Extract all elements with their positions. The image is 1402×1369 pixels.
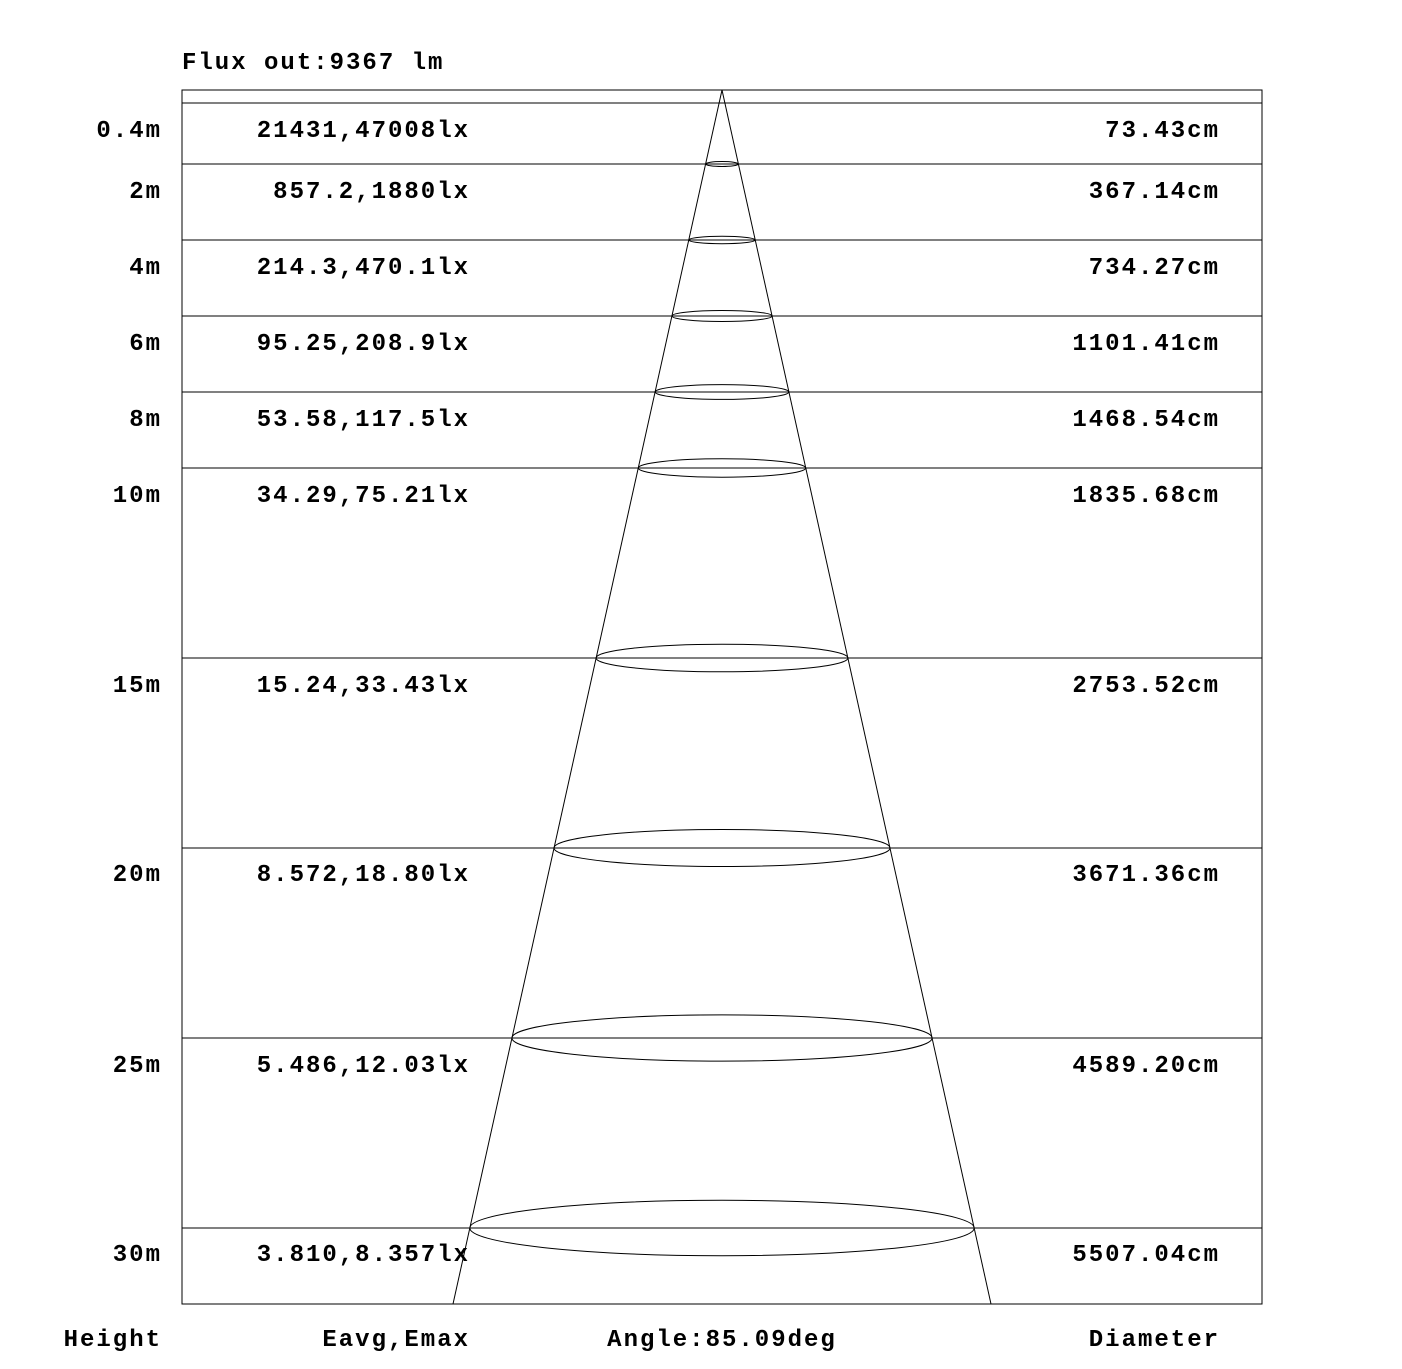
row-diameter-label: 734.27cm bbox=[1088, 255, 1220, 282]
row-diameter-label: 5507.04cm bbox=[1072, 1242, 1220, 1269]
footer-diameter-label: Diameter bbox=[1088, 1327, 1220, 1354]
row-illuminance-label: 34.29,75.21lx bbox=[256, 483, 470, 510]
row-diameter-label: 1835.68cm bbox=[1072, 483, 1220, 510]
row-illuminance-label: 21431,47008lx bbox=[256, 118, 470, 145]
row-illuminance-label: 3.810,8.357lx bbox=[256, 1242, 470, 1269]
row-illuminance-label: 95.25,208.9lx bbox=[256, 331, 470, 358]
footer-height-label: Height bbox=[63, 1327, 162, 1354]
row-illuminance-label: 53.58,117.5lx bbox=[256, 407, 470, 434]
row-height-label: 30m bbox=[112, 1242, 162, 1269]
row-height-label: 10m bbox=[112, 483, 162, 510]
row-illuminance-label: 8.572,18.80lx bbox=[256, 862, 470, 889]
row-diameter-label: 2753.52cm bbox=[1072, 673, 1220, 700]
row-height-label: 6m bbox=[129, 331, 162, 358]
row-diameter-label: 3671.36cm bbox=[1072, 862, 1220, 889]
row-height-label: 4m bbox=[129, 255, 162, 282]
row-illuminance-label: 857.2,1880lx bbox=[273, 179, 470, 206]
row-illuminance-label: 214.3,470.1lx bbox=[256, 255, 470, 282]
cone-right-edge bbox=[722, 90, 991, 1304]
row-height-label: 25m bbox=[112, 1053, 162, 1080]
footer-illuminance-label: Eavg,Emax bbox=[322, 1327, 470, 1354]
row-diameter-label: 367.14cm bbox=[1088, 179, 1220, 206]
row-height-label: 15m bbox=[112, 673, 162, 700]
cone-left-edge bbox=[453, 90, 722, 1304]
row-height-label: 0.4m bbox=[96, 118, 162, 145]
row-diameter-label: 1101.41cm bbox=[1072, 331, 1220, 358]
row-height-label: 8m bbox=[129, 407, 162, 434]
footer-angle-label: Angle:85.09deg bbox=[607, 1327, 837, 1354]
height-rows bbox=[96, 118, 1262, 1269]
row-diameter-label: 1468.54cm bbox=[1072, 407, 1220, 434]
row-diameter-label: 4589.20cm bbox=[1072, 1053, 1220, 1080]
row-illuminance-label: 5.486,12.03lx bbox=[256, 1053, 470, 1080]
flux-label: Flux out:9367 lm bbox=[182, 50, 445, 77]
row-height-label: 2m bbox=[129, 179, 162, 206]
row-illuminance-label: 15.24,33.43lx bbox=[256, 673, 470, 700]
row-diameter-label: 73.43cm bbox=[1105, 118, 1220, 145]
row-height-label: 20m bbox=[112, 862, 162, 889]
